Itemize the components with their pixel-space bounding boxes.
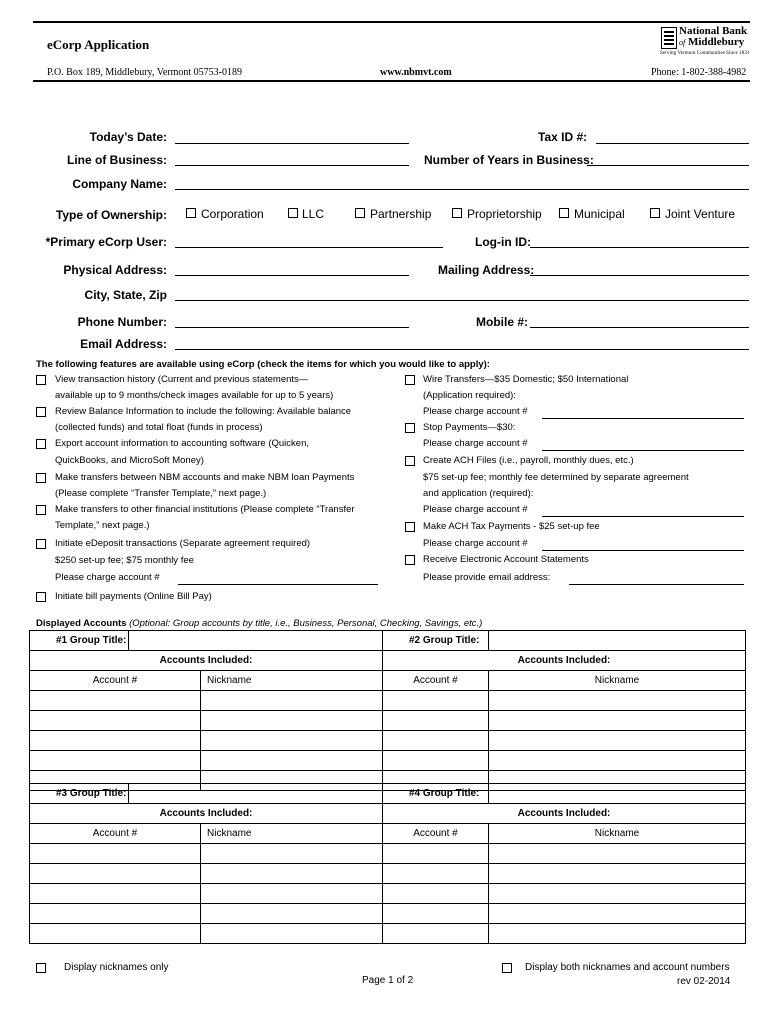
bank-logo-text: National Bank of Middlebury	[679, 25, 748, 48]
header-bottom-rule	[33, 80, 750, 82]
displayed-accounts-heading: Displayed Accounts (Optional: Group accounts by title, i.e., Business, Personal, Checking, Savings, etc.)	[36, 618, 483, 629]
ownership-partnership-checkbox[interactable]	[355, 208, 365, 218]
display-both-checkbox[interactable]	[502, 963, 512, 973]
city-state-zip-label: City, State, Zip	[84, 288, 167, 302]
features-intro: The following features are available using eCorp (check the items for which you would like to apply):	[36, 359, 490, 370]
ownership-label: Type of Ownership:	[55, 208, 167, 222]
group4-title-label: #4 Group Title:	[383, 784, 489, 804]
line-of-business-label: Line of Business:	[66, 153, 167, 167]
group2-title-field[interactable]	[489, 631, 746, 651]
feature-left-text: View transaction history (Current and previous statements—	[55, 374, 309, 385]
group2-col-account: Account #	[383, 671, 489, 691]
feature-right-text: Make ACH Tax Payments - $25 set-up fee	[423, 521, 600, 532]
feature-e-statements-checkbox[interactable]	[405, 555, 415, 565]
group3-title-label: #3 Group Title:	[30, 784, 129, 804]
ownership-proprietorship-label: Proprietorship	[467, 207, 542, 221]
mobile-label: Mobile #:	[476, 315, 529, 329]
feature-right-text: Receive Electronic Account Statements	[423, 554, 589, 565]
e-statements-email-field[interactable]	[569, 584, 744, 585]
feature-left-text: $250 set-up fee; $75 monthly fee	[55, 555, 194, 566]
group3-col-account: Account #	[30, 824, 201, 844]
feature-right-text: (Application required):	[423, 390, 516, 401]
bank-website: www.nbmvt.com	[380, 67, 452, 78]
display-both-label: Display both nicknames and account numbers	[525, 962, 730, 973]
company-name-field[interactable]	[175, 189, 749, 190]
ownership-joint-venture-label: Joint Venture	[665, 207, 736, 221]
feature-review-balance-checkbox[interactable]	[36, 407, 46, 417]
table-row	[30, 884, 746, 904]
feature-left-text: Make transfers to other financial institutions (Please complete “Transfer	[55, 504, 355, 515]
feature-nbm-transfers-checkbox[interactable]	[36, 473, 46, 483]
feature-left-text: Initiate bill payments (Online Bill Pay)	[55, 591, 212, 602]
table-row	[30, 751, 746, 771]
feature-export-checkbox[interactable]	[36, 439, 46, 449]
primary-user-field[interactable]	[175, 247, 443, 248]
feature-left-text: Template,” next page.)	[55, 520, 150, 531]
physical-address-field[interactable]	[175, 275, 409, 276]
bank-phone: Phone: 1-802-388-4982	[651, 67, 747, 78]
table-row	[30, 731, 746, 751]
feature-right-text: $75 set-up fee; monthly fee determined by separate agreement	[423, 472, 689, 483]
ownership-llc-label: LLC	[302, 207, 325, 221]
years-in-business-label: Number of Years in Business:	[424, 153, 594, 167]
feature-right-text: Please charge account #	[423, 538, 528, 549]
feature-left-text: Make transfers between NBM accounts and make NBM loan Payments	[55, 472, 355, 483]
table-row	[30, 711, 746, 731]
mailing-address-label: Mailing Address:	[438, 263, 535, 277]
edeposit-account-field[interactable]	[178, 584, 378, 585]
ownership-llc-checkbox[interactable]	[288, 208, 298, 218]
feature-left-text: Initiate eDeposit transactions (Separate agreement required)	[55, 538, 311, 549]
group3-title-field[interactable]	[129, 784, 383, 804]
accounts-table-upper	[29, 630, 746, 791]
ownership-partnership-label: Partnership	[370, 207, 432, 221]
phone-number-field[interactable]	[175, 327, 409, 328]
group1-col-nickname: Nickname	[201, 671, 383, 691]
feature-right-text: Wire Transfers—$35 Domestic; $50 International	[423, 374, 629, 385]
table-row	[30, 844, 746, 864]
feature-bill-pay-checkbox[interactable]	[36, 592, 46, 602]
todays-date-field[interactable]	[175, 143, 409, 144]
group3-col-nickname: Nickname	[201, 824, 383, 844]
company-name-label: Company Name:	[72, 177, 167, 191]
login-id-field[interactable]	[530, 247, 749, 248]
feature-edeposit-checkbox[interactable]	[36, 539, 46, 549]
years-in-business-field[interactable]	[587, 165, 749, 166]
ownership-municipal-label: Municipal	[574, 207, 625, 221]
tax-id-label: Tax ID #:	[538, 130, 588, 144]
feature-view-history-checkbox[interactable]	[36, 375, 46, 385]
email-address-label: Email Address:	[80, 337, 167, 351]
phone-number-label: Phone Number:	[77, 315, 167, 329]
stop-payment-account-field[interactable]	[542, 450, 744, 451]
display-nicknames-label: Display nicknames only	[64, 962, 169, 973]
feature-left-text: (collected funds) and total float (funds in process)	[55, 422, 263, 433]
bank-address: P.O. Box 189, Middlebury, Vermont 05753-0189	[47, 67, 242, 78]
ownership-municipal-checkbox[interactable]	[559, 208, 569, 218]
feature-right-text: Please charge account #	[423, 406, 528, 417]
feature-left-text: Please charge account #	[55, 572, 160, 583]
ownership-corporation-label: Corporation	[201, 207, 264, 221]
group3-accounts-included: Accounts Included:	[30, 804, 383, 824]
display-nicknames-checkbox[interactable]	[36, 963, 46, 973]
group4-title-field[interactable]	[489, 784, 746, 804]
feature-right-text: Create ACH Files (i.e., payroll, monthly dues, etc.)	[423, 455, 634, 466]
email-address-field[interactable]	[175, 349, 749, 350]
ownership-corporation-checkbox[interactable]	[186, 208, 196, 218]
table-row	[30, 924, 746, 944]
feature-left-text: (Please complete “Transfer Template,” next page.)	[55, 488, 267, 499]
accounts-table-lower	[29, 783, 746, 944]
mailing-address-field[interactable]	[530, 275, 749, 276]
table-row	[30, 864, 746, 884]
feature-external-transfers-checkbox[interactable]	[36, 505, 46, 515]
ownership-joint-venture-checkbox[interactable]	[650, 208, 660, 218]
bank-logo-icon	[661, 27, 677, 49]
feature-right-text: Stop Payments—$30:	[423, 422, 516, 433]
tax-id-field[interactable]	[596, 143, 749, 144]
wire-account-field[interactable]	[542, 418, 744, 419]
ach-tax-account-field[interactable]	[542, 550, 744, 551]
login-id-label: Log-in ID:	[475, 235, 531, 249]
line-of-business-field[interactable]	[175, 165, 409, 166]
form-title: eCorp Application	[47, 37, 150, 52]
mobile-field[interactable]	[530, 327, 749, 328]
feature-right-text: Please charge account #	[423, 438, 528, 449]
group4-col-account: Account #	[383, 824, 489, 844]
header-top-rule	[33, 21, 750, 23]
table-row	[30, 691, 746, 711]
feature-left-text: available up to 9 months/check images available for up to 5 years)	[55, 390, 334, 401]
feature-left-text: Review Balance Information to include the following: Available balance	[55, 406, 352, 417]
page-number: Page 1 of 2	[362, 975, 414, 986]
feature-right-text: Please charge account #	[423, 504, 528, 515]
city-state-zip-field[interactable]	[175, 300, 749, 301]
primary-user-label: *Primary eCorp User:	[45, 235, 167, 249]
todays-date-label: Today’s Date:	[89, 130, 167, 144]
group2-col-nickname: Nickname	[489, 671, 746, 691]
feature-stop-payments-checkbox[interactable]	[405, 423, 415, 433]
group1-col-account: Account #	[30, 671, 201, 691]
feature-left-text: QuickBooks, and MicroSoft Money)	[55, 455, 204, 466]
feature-wire-transfers-checkbox[interactable]	[405, 375, 415, 385]
group2-accounts-included: Accounts Included:	[383, 651, 746, 671]
group2-title-label: #2 Group Title:	[383, 631, 489, 651]
feature-ach-files-checkbox[interactable]	[405, 456, 415, 466]
ownership-proprietorship-checkbox[interactable]	[452, 208, 462, 218]
ach-files-account-field[interactable]	[542, 516, 744, 517]
feature-ach-tax-checkbox[interactable]	[405, 522, 415, 532]
feature-right-text: and application (required):	[423, 488, 534, 499]
group4-col-nickname: Nickname	[489, 824, 746, 844]
feature-left-text: Export account information to accounting software (Quicken,	[55, 438, 309, 449]
feature-right-text: Please provide email address:	[423, 572, 551, 583]
table-row	[30, 904, 746, 924]
revision: rev 02-2014	[677, 976, 731, 987]
group1-title-label: #1 Group Title:	[30, 631, 129, 651]
group1-title-field[interactable]	[129, 631, 383, 651]
physical-address-label: Physical Address:	[63, 263, 167, 277]
group1-accounts-included: Accounts Included:	[30, 651, 383, 671]
bank-tagline: Serving Vermont Communities Since 1831	[660, 51, 750, 56]
group4-accounts-included: Accounts Included:	[383, 804, 746, 824]
